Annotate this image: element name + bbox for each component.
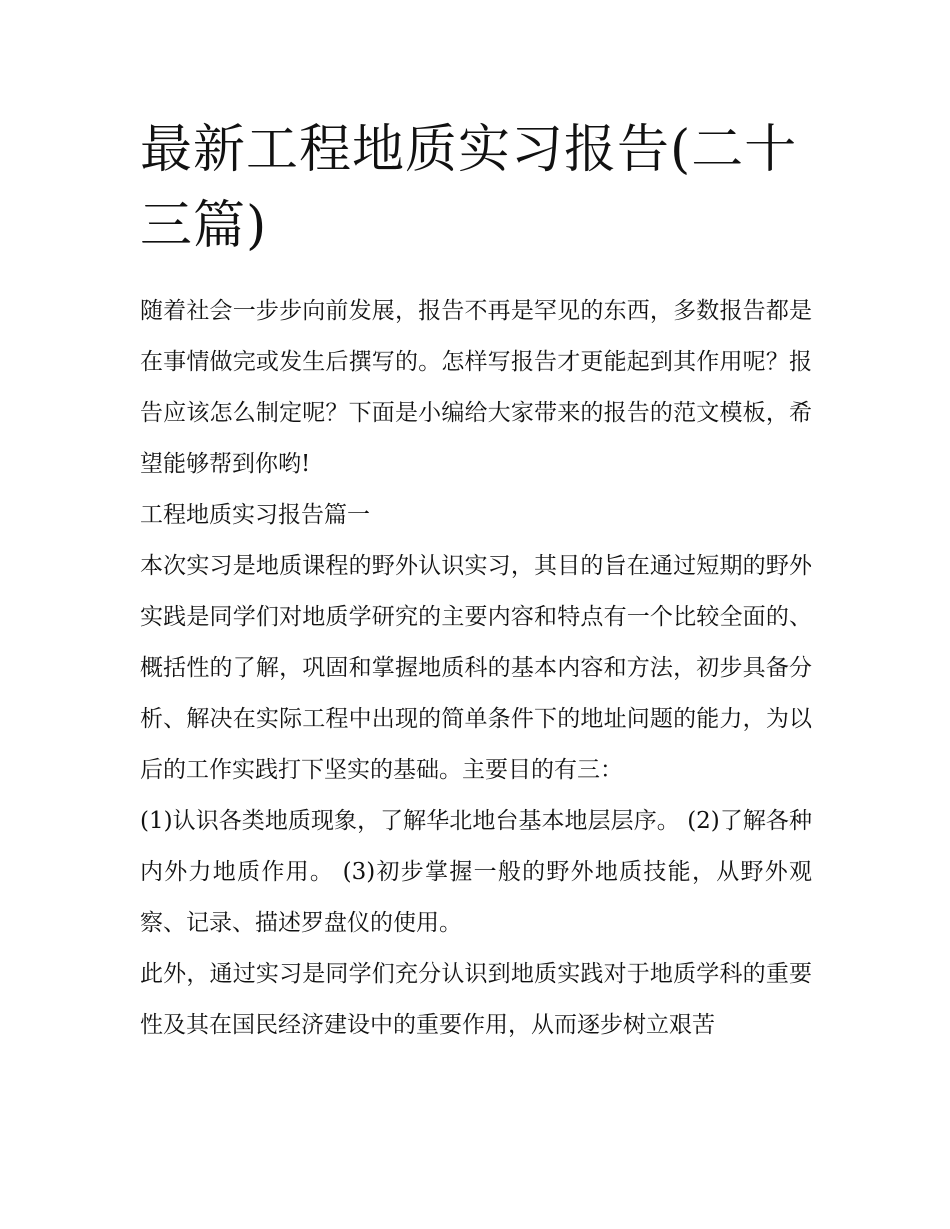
body-paragraph-significance: 此外，通过实习是同学们充分认识到地质实践对于地质学科的重要性及其在国民经济建设中的重要作用，从而逐步树立艰苦 bbox=[140, 961, 812, 1038]
document-body bbox=[140, 112, 812, 1051]
body-paragraph-objectives: (1)认识各类地质现象，了解华北地台基本地层层序。 (2)了解各种内外力地质作用。 (3)初步掌握一般的野外地质技能，从野外观察、记录、描述罗盘仪的使用。 bbox=[140, 808, 812, 936]
document-title: 最新工程地质实习报告(二十三篇) bbox=[140, 120, 798, 256]
body-paragraph-purpose: 本次实习是地质课程的野外认识实习，其目的旨在通过短期的野外实践是同学们对地质学研究的主要内容和特点有一个比较全面的、概括性的了解，巩固和掌握地质科的基本内容和方法，初步具备分析、解决在实际工程中出现的简单条件下的地址问题的能力，为以后的工作实践打下坚实的基础。主要目的有三： bbox=[140, 553, 812, 783]
section-heading: 工程地质实习报告篇一 bbox=[140, 502, 370, 528]
intro-paragraph: 随着社会一步步向前发展，报告不再是罕见的东西，多数报告都是在事情做完或发生后撰写的。怎样写报告才更能起到其作用呢？报告应该怎么制定呢？下面是小编给大家带来的报告的范文模板，希望能够帮到你哟! bbox=[140, 298, 812, 477]
